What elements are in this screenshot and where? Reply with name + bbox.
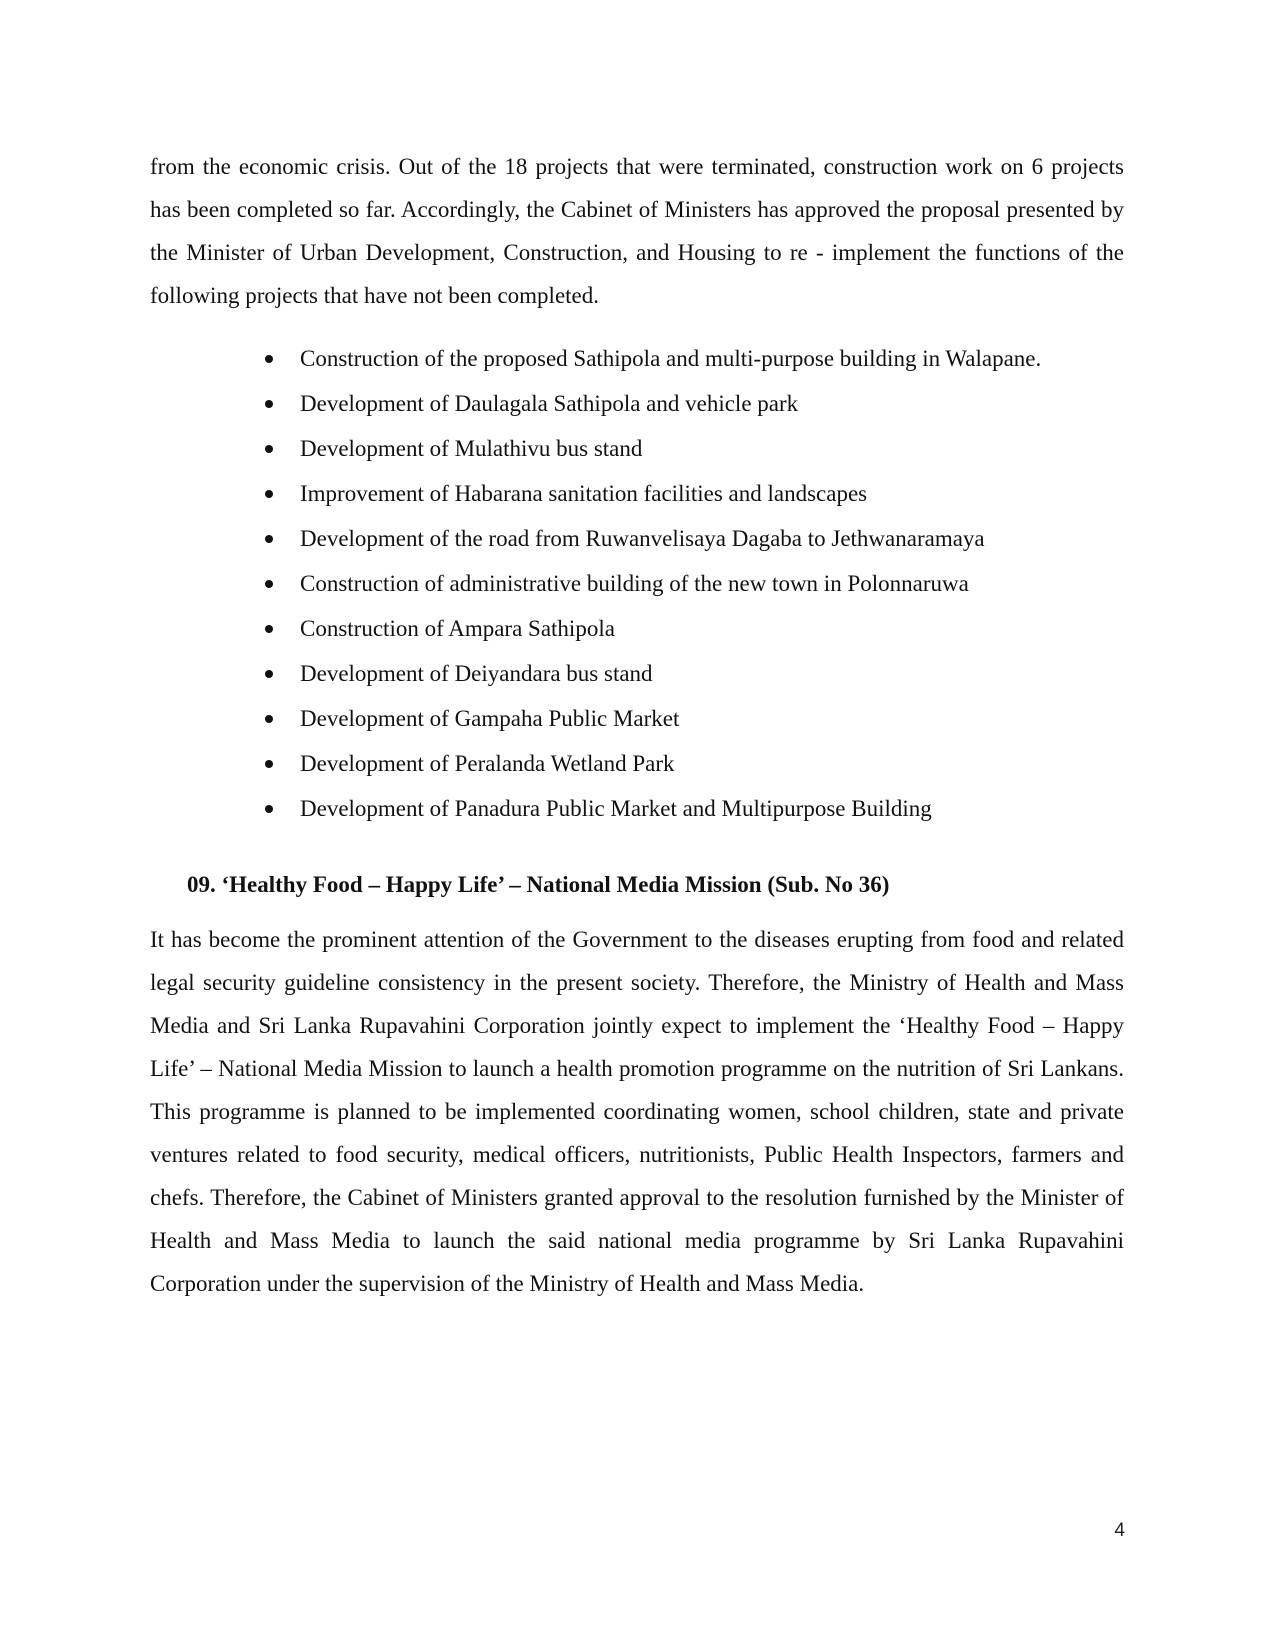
project-item-text: Development of Gampaha Public Market: [300, 706, 680, 731]
bullet-icon: [265, 445, 273, 453]
list-item: [260, 606, 1041, 651]
list-item: [260, 381, 1041, 426]
project-item-text: Construction of Ampara Sathipola: [300, 616, 615, 641]
list-item: [260, 741, 1041, 786]
list-item: [260, 696, 1041, 741]
page-number: 4: [1114, 1520, 1125, 1541]
project-item-text: Development of Daulagala Sathipola and vehicle park: [300, 391, 799, 416]
project-item-text: Development of Mulathivu bus stand: [300, 436, 643, 461]
bullet-icon: [265, 760, 273, 768]
bullet-icon: [265, 715, 273, 723]
project-item-text: Development of Deiyandara bus stand: [300, 661, 653, 686]
section-heading: 09. ‘Healthy Food – Happy Life’ – National Media Mission (Sub. No 36): [187, 872, 890, 897]
bullet-icon: [265, 625, 273, 633]
project-item-text: Construction of the proposed Sathipola and multi-purpose building in Walapane.: [300, 346, 1042, 371]
bullet-icon: [265, 535, 273, 543]
list-item: [260, 786, 1041, 831]
bullet-icon: [265, 400, 273, 408]
bullet-icon: [265, 355, 273, 363]
project-item-text: Construction of administrative building of the new town in Polonnaruwa: [300, 571, 969, 596]
list-item: [260, 471, 1041, 516]
project-item-text: Development of Peralanda Wetland Park: [300, 751, 675, 776]
list-item: [260, 651, 1041, 696]
intro-paragraph: from the economic crisis. Out of the 18 projects that were terminated, construction work on 6 projects has been completed so far. Accordingly, the Cabinet of Ministers has approved the proposal presented by the Minister of Urban Development, Construction, and Housing to re - implement the functions of the following projects that have not been completed.: [150, 154, 1124, 308]
list-item: [260, 336, 1041, 381]
bullet-icon: [265, 580, 273, 588]
list-item: [260, 561, 1041, 606]
project-item-text: Development of the road from Ruwanvelisaya Dagaba to Jethwanaramaya: [300, 526, 985, 551]
list-item: [260, 426, 1041, 471]
project-item-text: Improvement of Habarana sanitation facilities and landscapes: [300, 481, 868, 506]
list-item: [260, 516, 1041, 561]
project-list: [260, 336, 1041, 831]
section-paragraph: It has become the prominent attention of the Government to the diseases erupting from food and related legal security guideline consistency in the present society. Therefore, the Ministry of Health and Mass Media and Sri Lanka Rupavahini Corporation jointly expect to implement the ‘Healthy Food – Happy Life’ – National Media Mission to launch a health promotion programme on the nutrition of Sri Lankans. This programme is planned to be implemented coordinating women, school children, state and private ventures related to food security, medical officers, nutritionists, Public Health Inspectors, farmers and chefs. Therefore, the Cabinet of Ministers granted approval to the resolution furnished by the Minister of Health and Mass Media to launch the said national media programme by Sri Lanka Rupavahini Corporation under the supervision of the Ministry of Health and Mass Media.: [150, 927, 1124, 1296]
bullet-icon: [265, 670, 273, 678]
bullet-icon: [265, 805, 273, 813]
bullet-icon: [265, 490, 273, 498]
project-item-text: Development of Panadura Public Market and Multipurpose Building: [300, 796, 932, 821]
